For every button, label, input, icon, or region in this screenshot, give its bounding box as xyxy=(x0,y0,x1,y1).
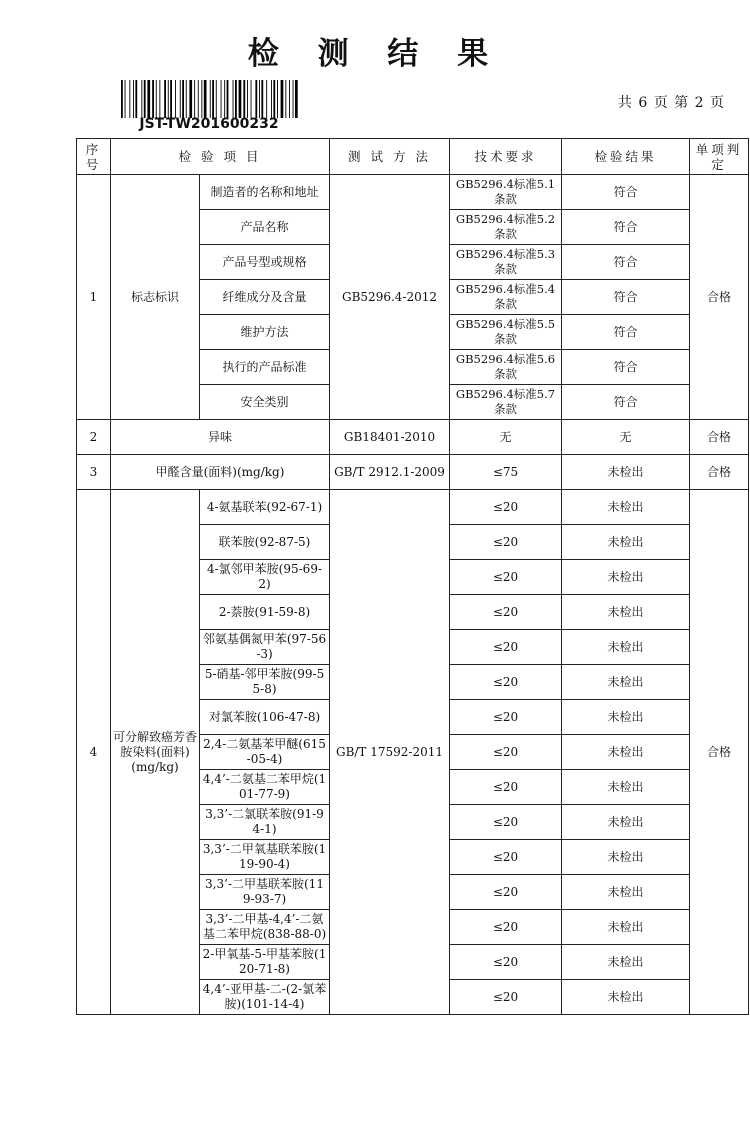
barcode-image xyxy=(119,80,299,118)
cell-item: 纤维成分及含量 xyxy=(200,280,330,315)
cell-result: 符合 xyxy=(562,315,690,350)
cell-result: 未检出 xyxy=(562,560,690,595)
cell-requirement: ≤75 xyxy=(450,455,562,490)
cell-result: 未检出 xyxy=(562,525,690,560)
cell-requirement: GB5296.4标准5.3条款 xyxy=(450,245,562,280)
cell-item: 产品号型或规格 xyxy=(200,245,330,280)
report-title: 检 测 结 果 xyxy=(247,36,503,72)
cell-requirement: GB5296.4标准5.1条款 xyxy=(450,175,562,210)
cell-verdict: 合格 xyxy=(690,455,749,490)
cell-item: 3,3’-二甲基-4,4’-二氨基二苯甲烷(838-88-0) xyxy=(200,910,330,945)
cell-seq: 1 xyxy=(77,175,111,420)
cell-result: 未检出 xyxy=(562,735,690,770)
cell-requirement: ≤20 xyxy=(450,700,562,735)
cell-item: 4,4’-亚甲基-二-(2-氯苯胺)(101-14-4) xyxy=(200,980,330,1015)
cell-item: 异味 xyxy=(111,420,330,455)
cell-result: 未检出 xyxy=(562,630,690,665)
col-header-item: 检 验 项 目 xyxy=(111,139,330,175)
cell-verdict: 合格 xyxy=(690,420,749,455)
cell-result: 未检出 xyxy=(562,595,690,630)
cell-item: 安全类别 xyxy=(200,385,330,420)
cell-item: 3,3’-二甲基联苯胺(119-93-7) xyxy=(200,875,330,910)
cell-item: 对氯苯胺(106-47-8) xyxy=(200,700,330,735)
cell-verdict: 合格 xyxy=(690,175,749,420)
cell-requirement: ≤20 xyxy=(450,770,562,805)
table-row xyxy=(77,455,749,490)
cell-method: GB18401-2010 xyxy=(330,420,450,455)
cell-item: 2-甲氧基-5-甲基苯胺(120-71-8) xyxy=(200,945,330,980)
table-row xyxy=(77,175,749,210)
cell-result: 符合 xyxy=(562,245,690,280)
cell-requirement: GB5296.4标准5.4条款 xyxy=(450,280,562,315)
cell-requirement: ≤20 xyxy=(450,525,562,560)
col-header-verdict: 单项判定 xyxy=(690,139,749,175)
cell-item: 2,4-二氨基苯甲醚(615-05-4) xyxy=(200,735,330,770)
table-row xyxy=(77,490,749,525)
cell-item: 联苯胺(92-87-5) xyxy=(200,525,330,560)
cell-verdict: 合格 xyxy=(690,490,749,1015)
cell-method: GB5296.4-2012 xyxy=(330,175,450,420)
cell-requirement: ≤20 xyxy=(450,735,562,770)
cell-result: 未检出 xyxy=(562,490,690,525)
cell-requirement: ≤20 xyxy=(450,560,562,595)
cell-item: 产品名称 xyxy=(200,210,330,245)
cell-result: 未检出 xyxy=(562,980,690,1015)
cell-requirement: ≤20 xyxy=(450,490,562,525)
cell-result: 无 xyxy=(562,420,690,455)
cell-requirement: ≤20 xyxy=(450,910,562,945)
cell-item: 5-硝基-邻甲苯胺(99-55-8) xyxy=(200,665,330,700)
cell-result: 未检出 xyxy=(562,665,690,700)
cell-requirement: ≤20 xyxy=(450,875,562,910)
col-header-method: 测 试 方 法 xyxy=(330,139,450,175)
table-row xyxy=(77,420,749,455)
cell-group-name: 可分解致癌芳香胺染料(面料)(mg/kg) xyxy=(111,490,200,1015)
cell-result: 未检出 xyxy=(562,840,690,875)
table-header-row xyxy=(77,139,749,175)
page-indicator: 共 6 页 第 2 页 xyxy=(617,95,725,111)
cell-requirement: GB5296.4标准5.7条款 xyxy=(450,385,562,420)
cell-result: 符合 xyxy=(562,280,690,315)
cell-item: 3,3’-二氯联苯胺(91-94-1) xyxy=(200,805,330,840)
cell-item: 维护方法 xyxy=(200,315,330,350)
cell-requirement: 无 xyxy=(450,420,562,455)
cell-requirement: ≤20 xyxy=(450,980,562,1015)
cell-item: 邻氨基偶氮甲苯(97-56-3) xyxy=(200,630,330,665)
cell-requirement: GB5296.4标准5.5条款 xyxy=(450,315,562,350)
cell-requirement: ≤20 xyxy=(450,630,562,665)
test-results-table xyxy=(76,138,749,1015)
cell-requirement: GB5296.4标准5.6条款 xyxy=(450,350,562,385)
cell-result: 未检出 xyxy=(562,700,690,735)
cell-seq: 4 xyxy=(77,490,111,1015)
cell-item: 4-氨基联苯(92-67-1) xyxy=(200,490,330,525)
cell-result: 未检出 xyxy=(562,770,690,805)
cell-result: 符合 xyxy=(562,175,690,210)
cell-requirement: ≤20 xyxy=(450,665,562,700)
cell-result: 未检出 xyxy=(562,455,690,490)
cell-item: 4-氯邻甲苯胺(95-69-2) xyxy=(200,560,330,595)
cell-item: 4,4’-二氨基二苯甲烷(101-77-9) xyxy=(200,770,330,805)
cell-seq: 3 xyxy=(77,455,111,490)
cell-result: 未检出 xyxy=(562,875,690,910)
cell-result: 未检出 xyxy=(562,805,690,840)
cell-requirement: ≤20 xyxy=(450,595,562,630)
cell-item: 执行的产品标准 xyxy=(200,350,330,385)
cell-requirement: ≤20 xyxy=(450,945,562,980)
col-header-seq: 序号 xyxy=(77,139,111,175)
cell-item: 2-萘胺(91-59-8) xyxy=(200,595,330,630)
cell-seq: 2 xyxy=(77,420,111,455)
col-header-requirement: 技术要求 xyxy=(450,139,562,175)
cell-item: 制造者的名称和地址 xyxy=(200,175,330,210)
cell-result: 未检出 xyxy=(562,945,690,980)
cell-method: GB/T 2912.1-2009 xyxy=(330,455,450,490)
cell-result: 未检出 xyxy=(562,910,690,945)
col-header-result: 检验结果 xyxy=(562,139,690,175)
cell-item: 甲醛含量(面料)(mg/kg) xyxy=(111,455,330,490)
cell-requirement: GB5296.4标准5.2条款 xyxy=(450,210,562,245)
cell-item: 3,3’-二甲氧基联苯胺(119-90-4) xyxy=(200,840,330,875)
cell-result: 符合 xyxy=(562,385,690,420)
cell-method: GB/T 17592-2011 xyxy=(330,490,450,1015)
report-number: JST-TW201600232 xyxy=(139,116,279,132)
cell-requirement: ≤20 xyxy=(450,805,562,840)
cell-requirement: ≤20 xyxy=(450,840,562,875)
cell-result: 符合 xyxy=(562,350,690,385)
cell-result: 符合 xyxy=(562,210,690,245)
cell-group-name: 标志标识 xyxy=(111,175,200,420)
